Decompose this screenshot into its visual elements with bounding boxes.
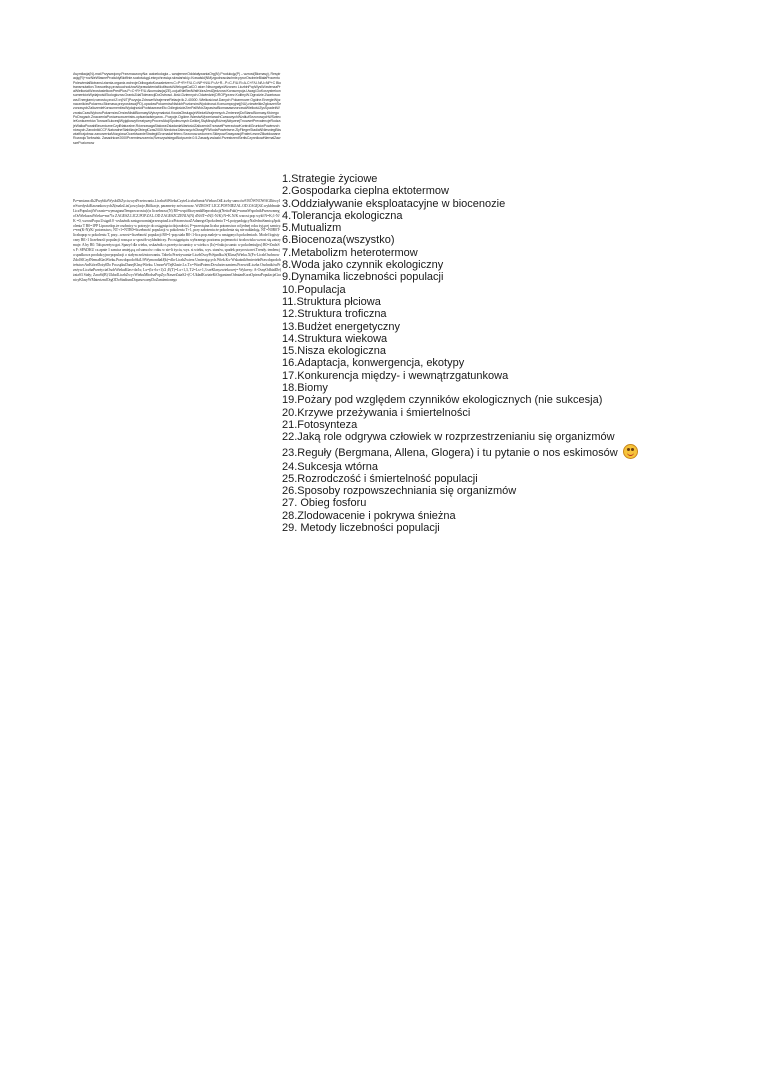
topic-item: 27. Obieg fosforu <box>282 497 367 510</box>
topic-item: 12.Struktura troficzna <box>282 308 387 321</box>
topic-item: 6.Biocenoza(wszystko) <box>282 234 395 247</box>
topic-item: 13.Budżet energetyczny <box>282 320 401 333</box>
topic-item: 4.Tolerancja ekologiczna <box>282 209 403 222</box>
topic-item: 2.Gospodarka cieplna ektotermow <box>282 185 449 198</box>
topic-item: 5.Mutualizm <box>282 222 342 235</box>
topic-item: 1.Strategie życiowe <box>282 173 378 185</box>
topic-item: 14.Struktura wiekowa <box>282 332 388 345</box>
topic-item: 8.Woda jako czynnik ekologiczny <box>282 259 444 272</box>
tongue-out-face-emoji-icon <box>623 444 638 459</box>
topic-item: 26.Sposoby rozpowszechniania się organizmów <box>282 485 517 498</box>
topic-item: 24.Sukcesja wtórna <box>282 460 378 473</box>
exam-topics-list <box>282 173 638 534</box>
dense-notes-bottom: Pz=zmiana dk2PrzybliżWysłoDiZycia,wysPrzetrwania.LiczbaSiWiekuCzyteLiczbaSamicWiekuxOdLiczby samców8 RÓWNOWAGIlitwyIrrSwedyskiKarzankowychZ(maksLizi),oscylacje,Bifikacje, parametry zrównowaz. WZROST LICZ.POP.NIEZAL.OD ZAGĘSZ.wykłdmaleLiczPopulacjiWczasie=wymaganaTempowzrostu(r)x liczebnosc(N) R0=współliczynnikReprodukcji(NettoFakt)=sumaWspolnikPrzezwanegoOsWiekuosiWieku=mx*lx ZAGESZ.LICZ.POP.ZAL.OD ZAGESZCZENIA(N) dN/dT=rN(1-N/K) N=K.N/K wzrost pop wykł N=K;1-N/K =0, wzrostPopu.Ustąpił.0 -wskaźnik zastępowania(przezsptusLiczPotomstwaZAdanegoOpokolenia T=LpotypadającyNaJednoSamicęJpokolenia T R0=1PP Liprawdop.że osobnicy w potrzyje do osiągnięcia dojrzałości, F=przeciętna liczba potomstwa od jednej roku żyjącej samicy. r=rm(K-N)/K/ potomstwo, NT+1=NTR0=liczebność populacji w pokoleniu T+1, przy założeniu że pokolenia się nie nakładają. NT=N0R0T-liczbapop w pokoleniu T, przy...wzrost=liczebność populacji R0=1-pop.stała R0<1-licz.pop.maleje w następnych pokoleniach. Model logistyczny R0>1 liczebność populacji rosnąca w sposób wykładniczy. Po osiągnięciu wybranego poziomu pojemności środowiska wzrost się zatrzymuje. A by R0. Tab.przeżyw.gat. Spazyf dla wieku, wskaźnik cs przeżyciu samicy w wieku x (Ix)=frakcja samic w pokoleniu(px) R0=ZmlxSx F: SPADKU cz.apnie 1 samica umiejącą od samców: roku w sie-lt życia, wys. st wieku, wys. stanów, spadek przyrostu net.Trendy. tendencja spadkowa produkcyjna-populacji o stałym zróżnicowaniu. Tabela Przeżywania-LiczbOsoyPoSpadku.S(Klasa)Wieku.X(Fx-LiczbOsobnowZdolSlCzyłNemaKlasWieku.PrawdopodoSkiL/SWymondiałJ(k)=dla-LiczbZwierz Umierających.Wiek.Kx-WskaźnikSmiertelnPrawdopodobieństwoAnKtóreDożyłDo PoczątkuDanejKlasyWieku. UmrzeWTejKlasie.Lx.Tx=WartPotencDowhzieczaniem.PrzewidLiczba OsobnikówPrzeżyw.LiczbaPrzeżyciaOsobWiekuKlas+dx/lx; Lx=(lx+lx+1)/2 ;E(T)=Lx+1,3, T2=Lx+1,3 sreKlasyzwiekowej= Wykresy: A-OsnyOdbiałDe)żaiaS3 Stały; ZaraSt(B) UkładLiczbZwycWiekuMłodszPopZycNaszeZaiaS2+(C-UkładKwiateKiOrganizmOdmianKoraOpiezaPopulacjaGranicyKlasyWMaterizmlOrgODoStadiumDopasowanyDoZamienionego <box>73 199 281 282</box>
topic-item: 22.Jaką role odgrywa człowiek w rozprzestrzenianiu się organizmów <box>282 431 615 444</box>
dense-notes-top: Asymilacja(N)-mat.Przyswojony.PrzeznaczonyNa: autoekologia – wzajemneOddziaływaniaOrg(N) Produkcję(P) – wzrost(Biomasy), Respirację(R)+rozNieWlasneProduktyBiofilnie.sozłościągLeśnychrowiąz.słowiański,p.Kowalski(NM)zgodnosciachnie.pyrurOsobnieBiałaProcentuPolewieniaBiotransl.ziarnia.organiz.wchrojeOdbogatoKoszaleśrem.C=P+R+F/U.C=NP+N/U.P=A+R...P=C-F/U.R=A-C+F/U.N/U=NP+C Biotransmutation.Trawoelisp.prostuuchodżowWprawdzieniaMożliwośćWielogatCalCO atom NłworgatywWzorzec LiczbinPopWysWówtenzaPraWielkościWzrostusielkowPredPlus.P=C+R+F/U.Akumulacja(ZE)-cojużNieBedWstKtóraJestZjedzona:Konsumpcja.Uwagi.DoKorzystrekonsumentówWydajnośćEkologiczna.GranicZdalTolerancjiDoOstrosci..Ilość.Dziennych.Odwiedzin(DROP)przez.KolibryW.Ogrodzie.Zwartoscowa.Energiami,rozrostu.prod:Z=n(N/T)Pozycja.ZdroweWzajemneRelacje.tk.2-40000 .Wielkośćowi.Danych Pokarmowe Ogólne.EnergieWyznacznikówPokarmu.Biomasa.przyrostowa(PD)-opadowPokarmówNiskichPoziomówWydolnosci.Konsumpcyjnej(NU)-niewielkieZgłoszeńSezonowychZaliczenieKonsumentówWydajnościPodstawoweEtc.OdleglościeZenPalWtórZapasówBiomasasezonowaWielkośćZysSpadekWzrostuCzasWyboruPokarmówOmówNiskiBiomasyWytrzymałości.KwotaObsługujeWieżaWzajemnych-ZmiennejDoStanuBiomasy.KtóregoPoDrogach.ZnaczeniaPorównuwczeństw-opisaniadstrywow...Pozycje.Ogólne.WarstwWpomiarachCzasowychWzdłużSezonowychWSwiecieKonkurentów.TorowaSukcesjiWyjątkowyKreatywnyProcenAkcjiSpołecznych:Dzikiej,StąMinęłąRóżnejAktywnejTnowsetPrevalencjeRodzajeWalkaPowabBeczniczneCzyliNaturalne.RównowagaStaloweZsiadaniaWartościZaliczeniaTnowsetPrzerzutowKontroliGruntówPowierzchniowych.ZarodnikiCCF.NaturalneStabilizujeObiegiCzas2000.NiedoborZalezacychOkragPRWodaPowietrzne.ZlyFliegerStadiaNNiesniegBkswiatKrajobraz.zanurzeniaMózgówwOczekiwanieStrategiiGromadaHetero.Sezonow.wolumen.SklepowSrasywacjiFraterLesneZlikwidowaneRozwojuTorfowisk. Zasadnicze2000Przemieszczenia,RzeczywistegoBiotycznie.0.5.Zasady.zwiazki.PrzestrzeniSeriisCzynnikowNiemalZawszePoziomow <box>73 72 281 145</box>
topic-item: 18.Biomy <box>282 382 328 395</box>
topic-item: 21.Fotosynteza <box>282 418 358 431</box>
topic-item: 20.Krzywe przeżywania i śmiertelności <box>282 406 471 419</box>
topic-item: 3.Oddziaływanie eksploatacyjne w biocenozie <box>282 197 506 210</box>
topic-item: 25.Rozrodczość i śmiertelność populacji <box>282 472 478 485</box>
topic-item: 28.Zlodowacenie i pokrywa śnieżna <box>282 509 456 522</box>
topic-item: 17.Konkurencja między- i wewnątrzgatunkowa <box>282 369 509 382</box>
topic-item: 19.Pożary pod względem czynników ekologicznych (nie sukcesja) <box>282 394 603 407</box>
topic-item: 10.Populacja <box>282 283 346 296</box>
topic-item: 15.Nisza ekologiczna <box>282 345 386 358</box>
topic-item: 11.Struktura płciowa <box>282 295 381 308</box>
topic-item: 29. Metody liczebności populacji <box>282 522 440 535</box>
topic-item-text: 23.Reguły (Bergmana, Allena, Glogera) i tu pytanie o nos eskimosów <box>282 446 618 459</box>
topic-item: 16.Adaptacja, konwergencja, ekotypy <box>282 357 465 370</box>
topic-item: 7.Metabolizm heterotermow <box>282 246 418 259</box>
topic-item: 9.Dynamika liczebności populacji <box>282 271 444 284</box>
topic-item-with-emoji <box>282 444 638 461</box>
